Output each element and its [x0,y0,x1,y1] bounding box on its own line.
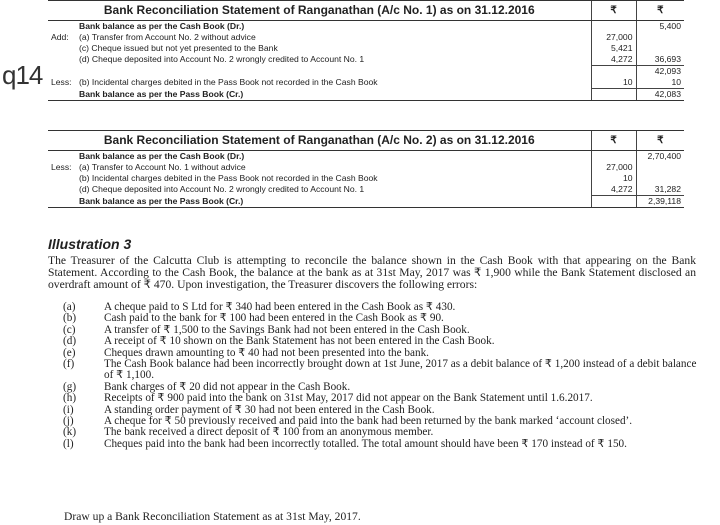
table-row [48,32,684,43]
currency-symbol: ₹ [636,131,684,151]
item-text: Cheques paid into the bank had been incorrectly totalled. The total amount should have been ₹ 170 instead of ₹ 150. [104,437,627,450]
row-amount-1 [591,89,636,101]
table-row [48,151,684,163]
table-row [48,184,684,196]
item-text: The bank received a direct deposit of ₹ 100 from an anonymous member. [104,426,434,439]
row-particulars: Bank balance as per the Pass Book (Cr.) [76,89,591,101]
row-label [48,196,76,208]
row-amount-2 [636,43,684,54]
row-amount-2: 31,282 [636,184,684,196]
currency-symbol: ₹ [591,131,636,151]
item-label: (g) [63,380,77,393]
row-label [48,54,76,66]
row-amount-1 [591,21,636,33]
item-text: Receipts of ₹ 900 paid into the bank on 31st May, 2017 did not appear on the Bank Statement until 1.6.2017. [104,392,593,405]
item-text: A receipt of ₹ 10 shown on the Bank Statement has not been entered in the Cash Book. [104,335,495,348]
row-label: Add: [51,32,69,42]
row-amount-1: 4,272 [591,184,636,196]
row-amount-1: 5,421 [591,43,636,54]
question-tag: q14 [2,60,43,90]
list-item [48,393,700,404]
row-label: Less: [51,77,72,87]
row-particulars: (a) Transfer from Account No. 2 without advice [79,32,256,42]
reconciliation-table-account-1 [48,0,684,101]
row-particulars: Bank balance as per the Cash Book (Dr.) [79,21,245,31]
row-particulars [76,66,591,78]
item-label: (c) [63,323,76,336]
row-label [48,66,76,78]
table-header [48,131,684,151]
row-label [48,43,76,54]
table-row [48,43,684,54]
list-item [48,439,700,450]
row-particulars: (c) Cheque issued but not yet presented to the Bank [79,43,278,53]
row-label [48,151,76,163]
row-amount-2 [636,32,684,43]
reconciliation-table-account-2 [48,130,684,208]
item-label: (d) [63,335,77,348]
row-particulars: Bank balance as per the Pass Book (Cr.) [76,196,591,208]
row-amount-1: 10 [591,77,636,89]
illustration-intro: The Treasurer of the Calcutta Club is attempting to reconcile the balance shown in the Cash Book with that appearing on the Bank Statement. According to the Cash Book, the balance at the bank as at 31st May, 2017 was ₹ 1,900 while the Bank Statement disclosed an overdraft amount of ₹ 470. Upon investigation, the Treasurer discovers the following errors: [48,254,696,292]
table-row [48,66,684,78]
row-amount-1: 10 [591,173,636,184]
table-row [48,162,684,173]
row-amount-1: 27,000 [591,32,636,43]
row-particulars: (b) Incidental charges debited in the Pass Book not recorded in the Cash Book [79,77,378,87]
row-amount-2: 42,083 [636,89,684,101]
list-item [48,336,700,347]
item-label: (l) [63,437,74,450]
table-row [48,54,684,66]
table-row [48,173,684,184]
item-text: Cash paid to the bank for ₹ 100 had been entered in the Cash Book as ₹ 90. [104,312,444,325]
row-amount-1: 4,272 [591,54,636,66]
item-text: The Cash Book balance had been incorrectly brought down at 1st June, 2017 as a debit balance of ₹ 1,200 instead of a debit balance of ₹ 1,100. [104,358,697,382]
row-amount-2 [636,173,684,184]
instruction-text: Draw up a Bank Reconciliation Statement as at 31st May, 2017. [64,510,361,523]
error-list [48,302,700,450]
table-row [48,196,684,208]
item-label: (a) [63,301,76,313]
item-text: A cheque for ₹ 50 previously received and paid into the bank had been returned by the bank marked ‘account closed’. [104,415,633,428]
row-label: Less: [51,162,72,172]
row-amount-2: 36,693 [636,54,684,66]
row-amount-1 [591,151,636,163]
table-header [48,1,684,21]
row-amount-1 [591,196,636,208]
row-amount-2: 10 [636,77,684,89]
row-amount-2 [636,162,684,173]
item-label: (h) [63,392,77,405]
row-label [48,184,76,196]
row-particulars: (d) Cheque deposited into Account No. 2 wrongly credited to Account No. 1 [79,54,365,64]
item-label: (k) [63,426,77,439]
currency-symbol: ₹ [591,1,636,21]
item-text: A transfer of ₹ 1,500 to the Savings Bank had not been entered in the Cash Book. [104,323,470,336]
row-amount-2: 2,70,400 [636,151,684,163]
item-text: A standing order payment of ₹ 30 had not been entered in the Cash Book. [104,403,435,416]
item-label: (b) [63,312,77,325]
table-row [48,77,684,89]
item-label: (e) [63,346,76,359]
row-particulars: (b) Incidental charges debited in the Pass Book not recorded in the Cash Book [79,173,378,183]
row-label [48,173,76,184]
row-amount-1 [591,66,636,78]
item-label: (f) [63,358,75,371]
list-item [48,359,700,382]
item-label: (j) [63,415,74,428]
table-title: Bank Reconciliation Statement of Ranganathan (A/c No. 2) as on 31.12.2016 [48,131,591,151]
row-particulars: Bank balance as per the Cash Book (Dr.) [79,151,245,161]
row-label [48,89,76,101]
row-amount-2: 42,093 [636,66,684,78]
row-particulars: (a) Transfer to Account No. 1 without advice [79,162,246,172]
illustration-heading: Illustration 3 [48,236,132,252]
item-text: Cheques drawn amounting to ₹ 40 had not been presented into the bank. [104,346,429,359]
item-text: Bank charges of ₹ 20 did not appear in the Cash Book. [104,380,351,393]
item-label: (i) [63,403,74,416]
table-row [48,89,684,101]
row-amount-2: 2,39,118 [636,196,684,208]
table-row [48,21,684,33]
currency-symbol: ₹ [636,1,684,21]
item-text: A cheque paid to S Ltd for ₹ 340 had been entered in the Cash Book as ₹ 430. [104,301,456,313]
row-particulars: (d) Cheque deposited into Account No. 2 wrongly credited to Account No. 1 [79,184,365,194]
table-title: Bank Reconciliation Statement of Ranganathan (A/c No. 1) as on 31.12.2016 [48,1,591,21]
row-amount-1: 27,000 [591,162,636,173]
row-amount-2: 5,400 [636,21,684,33]
row-label [48,21,76,33]
